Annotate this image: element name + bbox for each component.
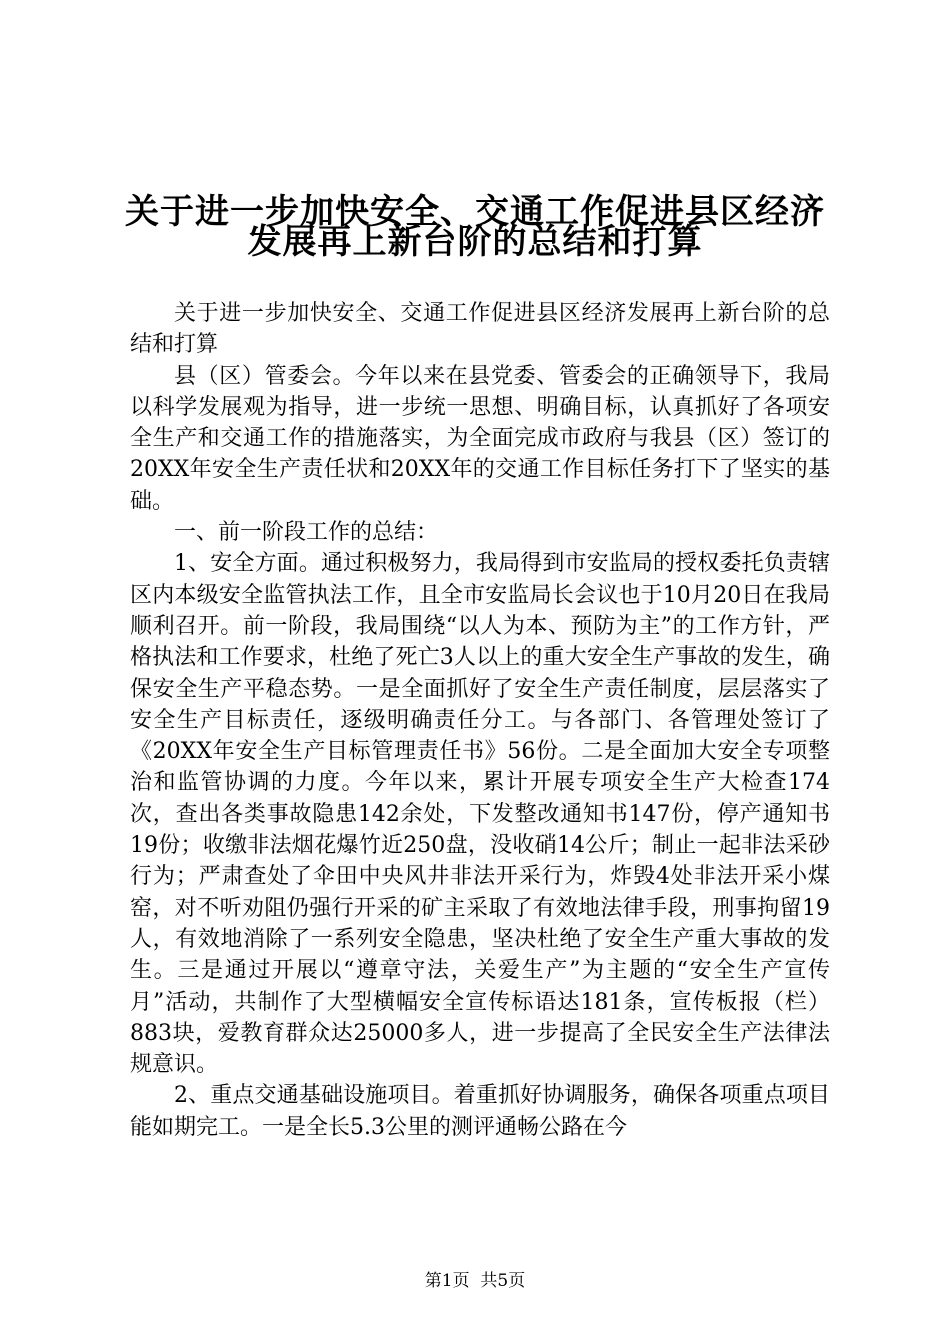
body-paragraph: 1、安全方面。通过积极努力，我局得到市安监局的授权委托负责辖区内本级安全监管执法工作，且全市安监局长会议也于10月20日在我局顺利召开。前一阶段，我局围绕“以人为本、预防为主”的工作方针，严格执法和工作要求，杜绝了死亡3人以上的重大安全生产事故的发生，确保安全生产平稳态势。一是全面抓好了安全生产责任制度，层层落实了安全生产目标责任，逐级明确责任分工。与各部门、各管理处签订了《20XX年安全生产目标管理责任书》56份。二是全面加大安全专项整治和监管协调的力度。今年以来，累计开展专项安全生产大检查174次，查出各类事故隐患142余处，下发整改通知书147份，停产通知书19份；收缴非法烟花爆竹近250盘，没收硝14公斤；制止一起非法采砂行为；严肃查处了伞田中央风井非法开采行为，炸毁4处非法开采小煤窑，对不听劝阻仍强行开采的矿主采取了有效地法律手段，刑事拘留19人，有效地消除了一系列安全隐患，坚决杜绝了安全生产重大事故的发生。三是通过开展以“遵章守法，关爱生产”为主题的“安全生产宣传月”活动，共制作了大型横幅安全宣传标语达181条，宣传板报（栏）883块，爱教育群众达25000多人，进一步提高了全民安全生产法律法规意识。 [130, 551, 830, 1078]
body-paragraph: 2、重点交通基础设施项目。着重抓好协调服务，确保各项重点项目能如期完工。一是全长5.3公里的测评通畅公路在今 [130, 1083, 830, 1140]
body-paragraph: 县（区）管委会。今年以来在县党委、管委会的正确领导下，我局以科学发展观为指导，进一步统一思想、明确目标，认真抓好了各项安全生产和交通工作的措施落实，为全面完成市政府与我县（区）签订的20XX年安全生产责任状和20XX年的交通工作目标任务打下了坚实的基础。 [130, 363, 830, 514]
document-title-line-1: 关于进一步加快安全、交通工作促进县区经济 [125, 192, 825, 232]
document-title-line-2: 发展再上新台阶的总结和打算 [247, 222, 703, 262]
page-footer: 第1页 共5页 [424, 1271, 526, 1291]
section-heading: 一、前一阶段工作的总结： [174, 520, 439, 546]
body-paragraph: 关于进一步加快安全、交通工作促进县区经济发展再上新台阶的总结和打算 [130, 301, 830, 358]
document-body [130, 298, 830, 1143]
